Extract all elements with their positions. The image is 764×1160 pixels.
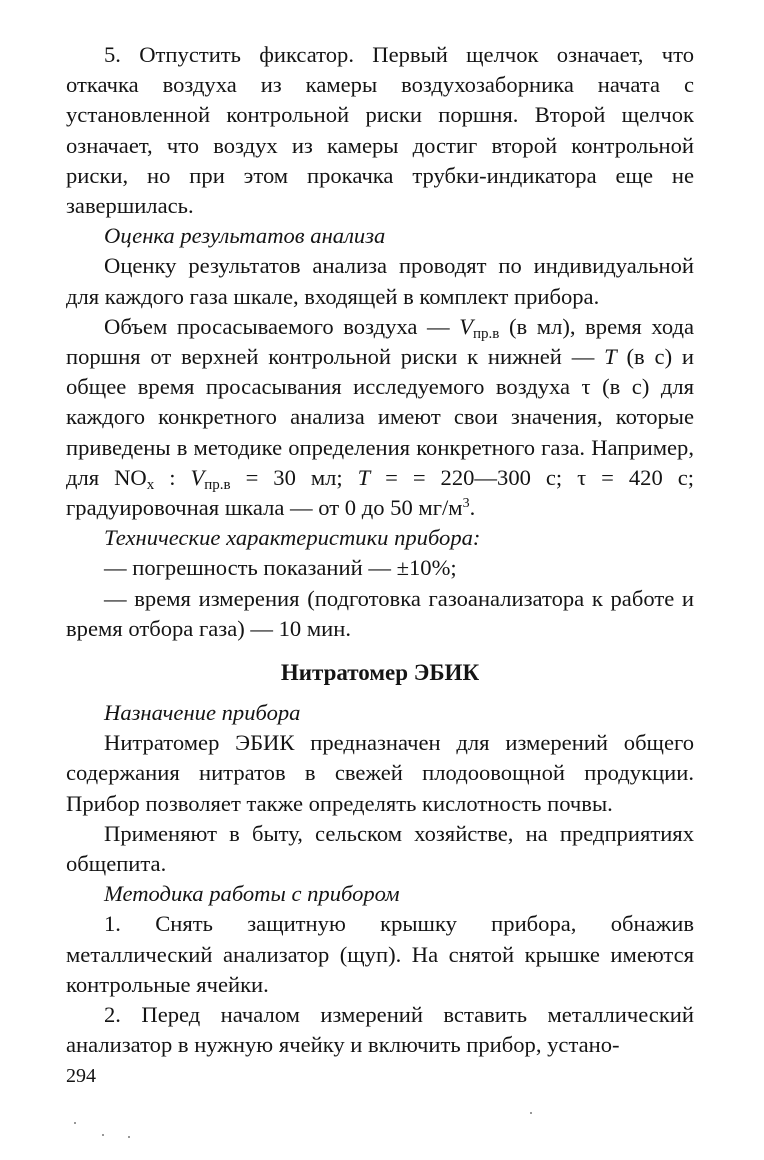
- scan-speck: [74, 1122, 76, 1124]
- subheading-specs: Технические характеристики прибора:: [104, 525, 481, 551]
- subheading-purpose: Назначение прибора: [104, 700, 301, 726]
- list-item-accuracy: — погрешность показаний — ±10%;: [104, 555, 457, 581]
- paragraph-purpose: Нитратомер ЭБИК предназначен для измерений общего содержания нитратов в свежей плодоовощной продукции. Прибор позволяет также определять кислотность почвы.: [66, 730, 694, 816]
- subheading-method: Методика работы с прибором: [104, 881, 400, 907]
- list-item-measure-time: — время измерения (подготовка газоанализатора к работе и время отбора газа) — 10 мин.: [66, 585, 694, 641]
- paragraph-step-2: 2. Перед началом измерений вставить металлический анализатор в нужную ячейку и включить прибор, устано-: [66, 1002, 694, 1058]
- subheading-results: Оценка результатов анализа: [104, 223, 386, 249]
- scan-speck: [128, 1136, 130, 1138]
- paragraph-usage: Применяют в быту, сельском хозяйстве, на предприятиях общепита.: [66, 820, 694, 877]
- page-number: 294: [66, 1065, 96, 1087]
- scan-speck: [102, 1134, 104, 1136]
- page-text: [66, 40, 694, 1061]
- scan-speck: [530, 1112, 532, 1114]
- paragraph-step-5: 5. Отпустить фиксатор. Первый щелчок означает, что откачка воздуха из камеры воздухозаборника начата с установленной контрольной риски поршня. Второй щелчок означает, что воздух из камеры достиг второй контрольной риски, но при этом прокачка трубки-индикатора еще не завершилась.: [66, 42, 694, 219]
- section-title: Нитратомер ЭБИК: [280, 660, 480, 686]
- paragraph-air-volume: Объем просасываемого воздуха — $V_{пр.в}$ (в мл), время хода поршня от верхней контрольной риски к нижней — T (в с) и общее время просасывания исследуемого воздуха τ (в с) для каждого конкретного анализа имеют свои значения, которые приведены в методике определения конкретного газа. Например, для $NO_x$ : $V_{пр.в} = 30$ мл; T = = 220—300 с; τ = 420 с; градуировочная шкала — от 0 до 50 $мг/м^3$.: [66, 313, 695, 521]
- paragraph-results-scale: Оценку результатов анализа проводят по индивидуальной для каждого газа шкале, входящей в комплект прибора.: [66, 253, 694, 309]
- paragraph-step-1: 1. Снять защитную крышку прибора, обнажив металлический анализатор (щуп). На снятой крышке имеются контрольные ячейки.: [66, 911, 694, 997]
